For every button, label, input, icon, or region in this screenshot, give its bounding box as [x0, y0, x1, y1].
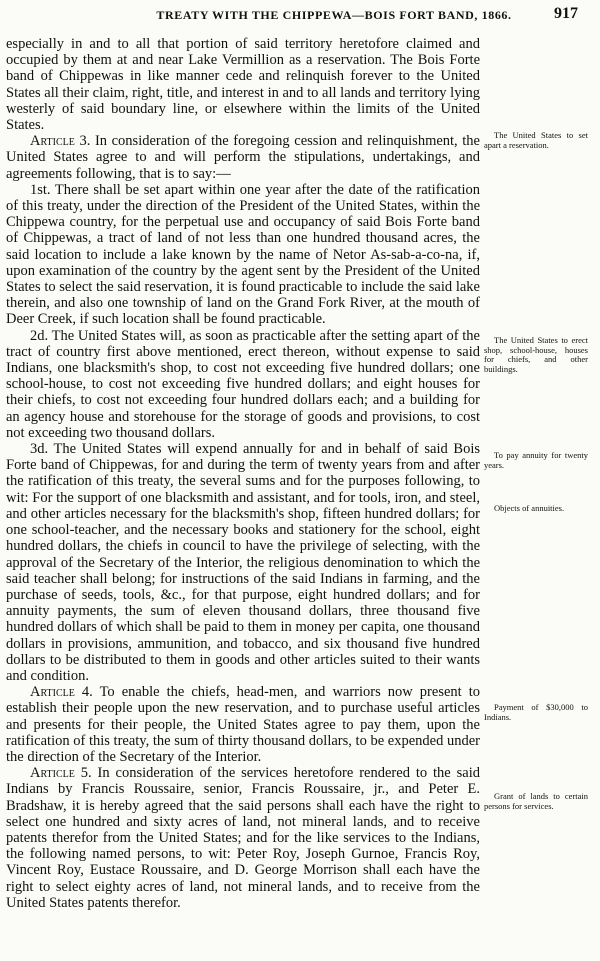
margin-note-land-grant: Grant of lands to certain persons for services.: [484, 791, 588, 811]
paragraph-third: 3d. The United States will expend annually for and in behalf of said Bois Forte band of Chippewas, for and during the term of twenty years from and after the ratification of this treaty, the several sums and for the purposes following, to wit: For the support of one blacksmith and assistant, and for tools, iron, and steel, and other articles necessary for the blacksmith's shop, fifteen hundred dollars; for one school-teacher, and the necessary books and stationery for the school, eight hundred dollars, the chiefs in council to have the privilege of selecting, with the approval of the Secretary of the Interior, the religious denomination to which the said teacher shall belong; for instructions of the said Indians in farming, and the purchase of seeds, tools, &c., for that purpose, eight hundred dollars; and for annuity payments, the sum of eleven thousand dollars, three thousand five hundred dollars of which shall be paid to them in money per capita, one thousand dollars in provisions, ammunition, and tobacco, and six thousand five hundred dollars to be distributed to them in goods and other articles suited to their wants and condition.: [6, 441, 480, 684]
article-3-text: In consideration of the foregoing cession and relinquishment, the United States agree to and will perform the stipulations, undertakings, and agreements following, that is to say:—: [6, 133, 480, 182]
margin-note-annuity-objects: Objects of annuities.: [494, 503, 565, 513]
margin-note-annuity: To pay annuity for twenty years.: [484, 450, 588, 470]
page-number: 917: [554, 5, 578, 22]
paragraph-article-4: [6, 684, 480, 765]
article-5-label: Article 5.: [30, 765, 92, 782]
paragraph-continuation: especially in and to all that portion of said territory heretofore claimed and occupied by them at and near Lake Vermillion as a reservation. The Bois Forte band of Chippewas in like manner cede and relinquish forever to the United States all their claim, right, title, and interest in and to all lands and territory lying westerly of said boundary line, or elsewhere within the limits of the United States.: [6, 36, 480, 134]
margin-note-buildings: The United States to erect shop, school-house, houses for chiefs, and other buildings.: [484, 335, 588, 374]
paragraph-second: 2d. The United States will, as soon as practicable after the setting apart of the tract of country first above mentioned, erect thereon, without expense to said Indians, one blacksmith's shop, to cost not exceeding five hundred dollars; one school-house, to cost not exceeding five hundred dollars; and eight houses for their chiefs, to cost not exceeding four hundred dollars each; and a building for an agency house and storehouse for the storage of goods and provisions, to cost not exceeding two thousand dollars.: [6, 327, 480, 441]
paragraph-article-5: [6, 765, 480, 911]
article-4-label: Article 4.: [30, 684, 93, 701]
body-text: [6, 36, 480, 911]
article-5-text: In consideration of the services heretofore rendered to the said Indians by Francis Roussaire, senior, Francis Roussaire, jr., and Peter E. Bradshaw, it is hereby agreed that the said persons shall each have the right to select one hundred and sixty acres of land, not mineral lands, and to receive patents therefor from the United States; and for the like services to the Indians, the following named persons, to wit: Peter Roy, Joseph Gurnoe, Francis Roy, Vincent Roy, Eustace Roussaire, and D. George Morrison shall each have the right to select eighty acres of land, not mineral lands, and to receive from the United States patents therefor.: [6, 765, 480, 911]
article-4-text: To enable the chiefs, head-men, and warriors now present to establish their people upon the new reservation, and to purchase useful articles and presents for their people, the United States agree to pay them, upon the ratification of this treaty, the sum of thirty thousand dollars, to be expended under the direction of the Secretary of the Interior.: [6, 684, 480, 765]
paragraph-article-3: [6, 133, 480, 182]
margin-note-reservation: The United States to set apart a reservation.: [484, 130, 588, 150]
margin-note-payment: Payment of $30,000 to Indians.: [484, 702, 588, 722]
running-title: TREATY WITH THE CHIPPEWA—BOIS FORT BAND, 1866.: [156, 8, 512, 22]
article-3-label: Article 3.: [30, 133, 91, 150]
paragraph-first: 1st. There shall be set apart within one year after the date of the ratification of this treaty, under the direction of the President of the United States, within the Chippewa country, for the perpetual use and occupancy of said Bois Forte band of Chippewas, a tract of land of not less than one hundred thousand acres, the said location to include a lake known by the name of Netor As-sab-a-co-na, if, upon examination of the country by the agent sent by the President of the United States to select the said reservation, it is found practicable to include the said lake therein, and also one township of land on the Grand Fork River, at the mouth of Deer Creek, if such location shall be found practicable.: [6, 181, 480, 328]
